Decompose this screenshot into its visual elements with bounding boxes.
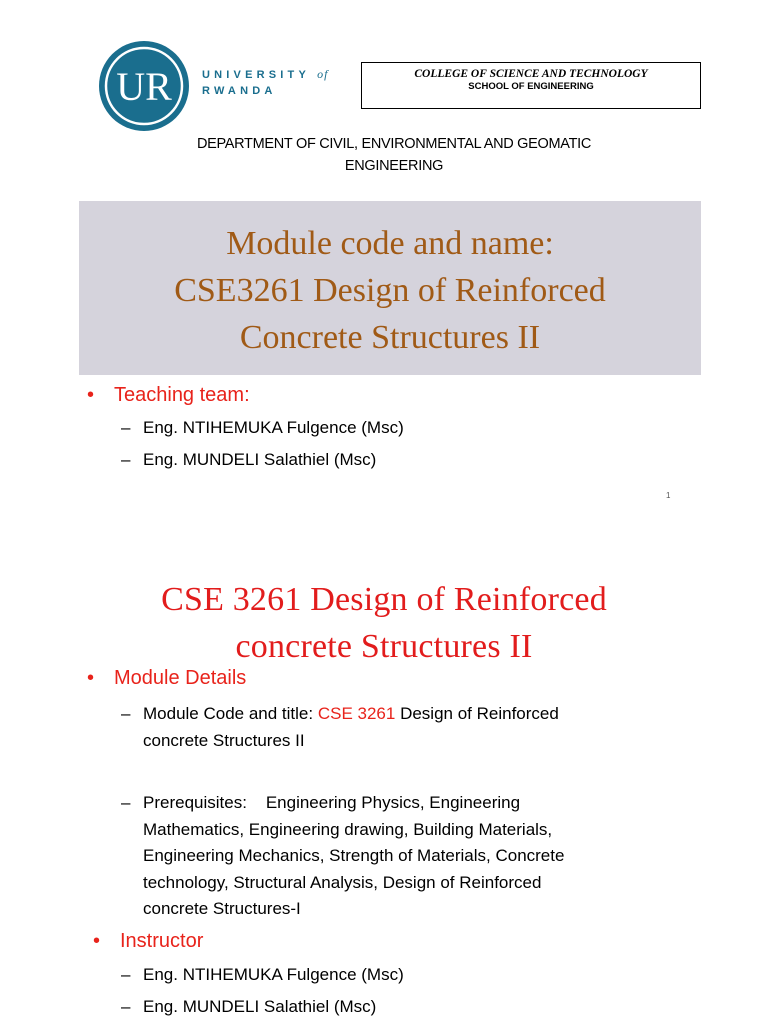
banner-line1: Module code and name: bbox=[226, 225, 554, 262]
instructor-1: – Eng. NTIHEMUKA Fulgence (Msc) bbox=[143, 965, 404, 985]
prerequisites-item bbox=[143, 790, 564, 923]
slide2-title bbox=[0, 576, 768, 670]
logo-letters: UR bbox=[116, 64, 172, 109]
university-logo bbox=[98, 40, 190, 132]
page-number: 1 bbox=[666, 491, 671, 500]
slide2-title-line1: CSE 3261 Design of Reinforced bbox=[161, 581, 607, 618]
college-title: COLLEGE OF SCIENCE AND TECHNOLOGY bbox=[414, 68, 648, 80]
prereq-line5: concrete Structures-I bbox=[143, 899, 301, 918]
instructor-2: – Eng. MUNDELI Salathiel (Msc) bbox=[143, 997, 376, 1017]
banner-line3: Concrete Structures II bbox=[239, 319, 541, 356]
module-code-prefix: Module Code and title: bbox=[143, 704, 318, 723]
department-line2: ENGINEERING bbox=[344, 158, 444, 174]
university-name bbox=[202, 66, 328, 99]
teaching-team-heading: • Teaching team: bbox=[114, 384, 250, 407]
instructor-heading: • Instructor bbox=[120, 930, 203, 953]
prereq-line4: technology, Structural Analysis, Design of Reinforced bbox=[143, 872, 542, 892]
logo-line2: RWANDA bbox=[202, 85, 277, 97]
team-member-1: – Eng. NTIHEMUKA Fulgence (Msc) bbox=[143, 418, 404, 438]
school-title: SCHOOL OF ENGINEERING bbox=[468, 81, 594, 92]
prereq-line2: Mathematics, Engineering drawing, Building Materials, bbox=[143, 819, 553, 839]
module-banner bbox=[79, 201, 701, 375]
prereq-line3: Engineering Mechanics, Strength of Materials, Concrete bbox=[143, 846, 565, 865]
logo-line1: UNIVERSITY bbox=[202, 69, 310, 81]
prereq-line1: – Prerequisites: Engineering Physics, Engineering bbox=[143, 793, 521, 812]
module-code-suffix: Design of Reinforced bbox=[395, 704, 559, 723]
slide2-title-line2: concrete Structures II bbox=[235, 628, 533, 665]
banner-line2: CSE3261 Design of Reinforced bbox=[174, 272, 606, 309]
module-code-line2: concrete Structures II bbox=[143, 730, 305, 750]
team-member-2: – Eng. MUNDELI Salathiel (Msc) bbox=[143, 450, 376, 470]
college-box bbox=[361, 62, 701, 109]
module-code-item bbox=[143, 701, 559, 754]
module-code-highlight: CSE 3261 bbox=[317, 704, 396, 723]
module-details-heading: • Module Details bbox=[114, 667, 246, 690]
department-line1: DEPARTMENT OF CIVIL, ENVIRONMENTAL AND GEOMATIC bbox=[196, 136, 592, 152]
department-title bbox=[0, 133, 768, 177]
logo-of: of bbox=[317, 67, 329, 81]
